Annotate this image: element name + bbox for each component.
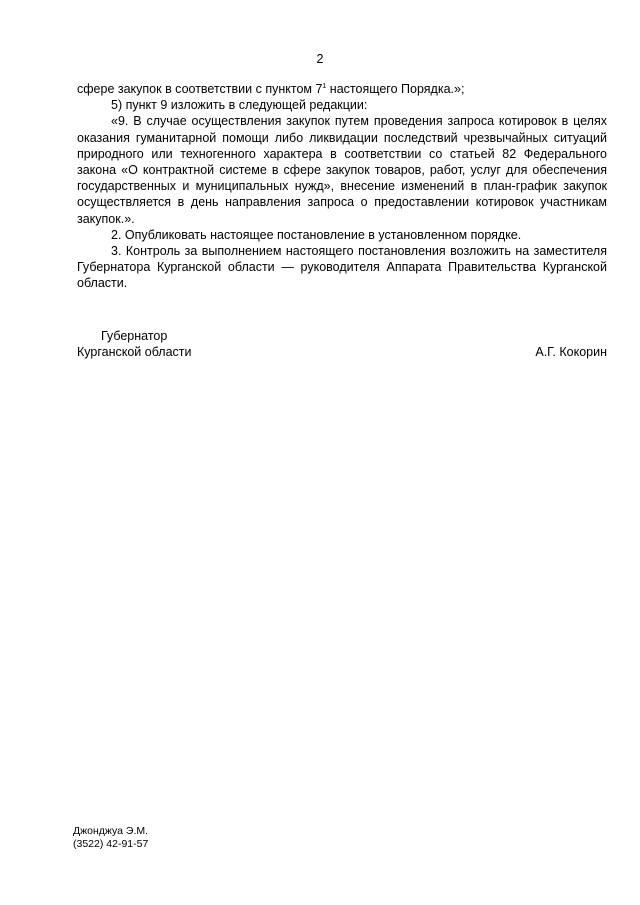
contact-phone: (3522) 42-91-57: [73, 838, 149, 850]
paragraph-continuation: [77, 81, 607, 97]
paragraph-item-3: 3. Контроль за выполнением настоящего постановления возложить на заместителя Губернатора Курганской области — руководителя Аппарата Правительства Курганской области.: [77, 244, 607, 291]
paragraph-item-2: 2. Опубликовать настоящее постановление в установленном порядке.: [111, 227, 522, 242]
superscript-1: 1: [322, 82, 327, 90]
paragraph-1-tail: настоящего Порядка.»;: [326, 82, 465, 96]
document-body: [77, 81, 607, 292]
paragraph-item-9-text: «9. В случае осуществления закупок путем проведения запроса котировок в целях оказания гуманитарной помощи либо ликвидации последствий чрезвычайных ситуаций природного или техногенного характера в соответствии со статьей 82 Федерального закона «О контрактной системе в сфере закупок товаров, работ, услуг для обеспечения государственных и муниципальных нужд», внесение изменений в план-график закупок осуществляется в день направления запроса о предоставлении котировок участникам закупок.».: [77, 114, 607, 226]
signatory-name: А.Г. Кокорин: [535, 345, 607, 359]
contact-block: [73, 825, 148, 851]
paragraph-item-5: 5) пункт 9 изложить в следующей редакции:: [111, 98, 368, 113]
page-number: 2: [316, 52, 324, 66]
signature-title-line2: Курганской области: [77, 345, 192, 359]
paragraph-1-text: сфере закупок в соответствии с пунктом 7: [77, 82, 323, 96]
contact-name: Джонджуа Э.М.: [73, 825, 149, 837]
signature-title-line1: Губернатор: [101, 329, 168, 343]
